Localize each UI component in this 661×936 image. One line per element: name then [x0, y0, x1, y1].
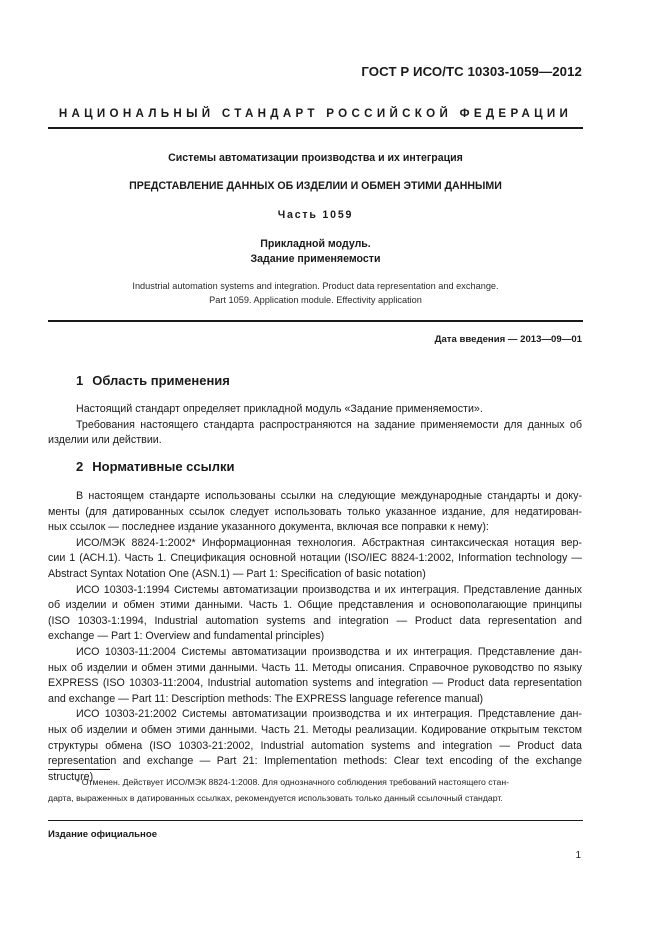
text-line: об изделии и обмен этими данными. Часть 1. Общие представления и основополагающие принципы — [48, 599, 582, 612]
document-code: ГОСТ Р ИСО/ТС 10303-1059—2012 — [361, 64, 582, 79]
top-rule — [48, 127, 583, 129]
english-title-line-2: Part 1059. Application module. Effectivity application — [209, 295, 422, 305]
text-line: сии 1 (АСН.1). Часть 1. Спецификация основной нотации (ISO/IEC 8824-1:2002, Information technology — — [48, 552, 582, 565]
section-1-title: Область применения — [92, 373, 230, 388]
section-2-title: Нормативные ссылки — [92, 459, 235, 474]
text-line: изделии или действии. — [48, 434, 162, 447]
subtitle-line-1: Прикладной модуль. — [260, 238, 371, 250]
footnote-line: * Отменен. Действует ИСО/МЭК 8824-1:2008. Для однозначного соблюдения требований настоящего стан- — [76, 777, 510, 787]
section-1-heading — [76, 373, 230, 388]
part-number: Часть 1059 — [277, 209, 354, 221]
introduction-date: Дата введения — 2013—09—01 — [434, 334, 582, 345]
section-1-number: 1 — [76, 373, 84, 388]
text-line: Настоящий стандарт определяет прикладной модуль «Задание применяемости». — [76, 403, 483, 415]
main-title: ПРЕДСТАВЛЕНИЕ ДАННЫХ ОБ ИЗДЕЛИИ И ОБМЕН ЭТИМИ ДАННЫМИ — [129, 180, 502, 192]
official-edition-label: Издание официальное — [48, 829, 158, 840]
section-2-number: 2 — [76, 459, 84, 474]
text-line: representation and exchange — Part 21: Implementation methods: Clear text encoding of the exchange — [48, 755, 582, 768]
text-line: ных об изделии и обмен этими данными. Часть 21. Методы реализации. Кодирование открытым текстом — [48, 723, 582, 736]
middle-rule — [48, 320, 583, 322]
series-title: Системы автоматизации производства и их интеграция — [168, 152, 463, 164]
text-line: (ISO 10303-1:1994, Industrial automation systems and integration — Product data representation and — [48, 614, 582, 627]
text-line: ИСО 10303-1:1994 Системы автоматизации производства и их интеграция. Представление данных — [76, 583, 582, 596]
text-line: Abstract Syntax Notation One (ASN.1) — Part 1: Specification of basic notation) — [48, 567, 426, 580]
text-line: and exchange — Part 11: Description methods: The EXPRESS language reference manual) — [48, 692, 484, 705]
text-line: ИСО/МЭК 8824-1:2002* Информационная технология. Абстрактная синтаксическая нотация вер- — [76, 536, 582, 549]
text-line: exchange — Part 1: Overview and fundamental principles) — [48, 630, 325, 643]
section-2-heading — [76, 459, 234, 474]
text-line: ных ссылок — последнее издание указанного документа, включая все поправки к нему): — [48, 521, 489, 534]
national-standard-heading: НАЦИОНАЛЬНЫЙ СТАНДАРТ РОССИЙСКОЙ ФЕДЕРАЦИИ — [58, 107, 573, 120]
text-line: ных об изделии и обмен этими данными. Часть 11. Методы описания. Справочное руководство по языку — [48, 661, 582, 674]
footnote-rule — [48, 769, 110, 770]
bottom-rule — [48, 820, 583, 821]
text-line: структуры обмена (ISO 10303-21:2002, Industrial automation systems and integration — Product data — [48, 739, 582, 752]
text-line: В настоящем стандарте использованы ссылки на следующие международные стандарты и доку- — [76, 490, 582, 502]
footnote-line: дарта, выраженных в датированных ссылках, рекомендуется использовать только данный ссылочный стандарт. — [48, 793, 503, 803]
text-line: менты (для датированных ссылок следует использовать только указанное издание, для недатирован- — [48, 505, 582, 518]
text-line: EXPRESS (ISO 10303-11:2004, Industrial automation systems and integration — Product data representation — [48, 677, 582, 690]
text-line: Требования настоящего стандарта распространяются на задание применяемости для данных об — [76, 418, 582, 431]
section-2-body — [48, 489, 582, 785]
text-line: ИСО 10303-11:2004 Системы автоматизации производства и их интеграция. Представление дан- — [76, 645, 582, 658]
footnote — [48, 774, 582, 806]
text-line: structure) — [48, 770, 94, 783]
section-1-body — [48, 402, 582, 449]
text-line: ИСО 10303-21:2002 Системы автоматизации производства и их интеграция. Представление дан- — [76, 708, 582, 721]
page-number: 1 — [575, 850, 581, 861]
english-title-line-1: Industrial automation systems and integration. Product data representation and exchange. — [132, 281, 499, 291]
subtitle-line-2: Задание применяемости — [250, 253, 381, 265]
